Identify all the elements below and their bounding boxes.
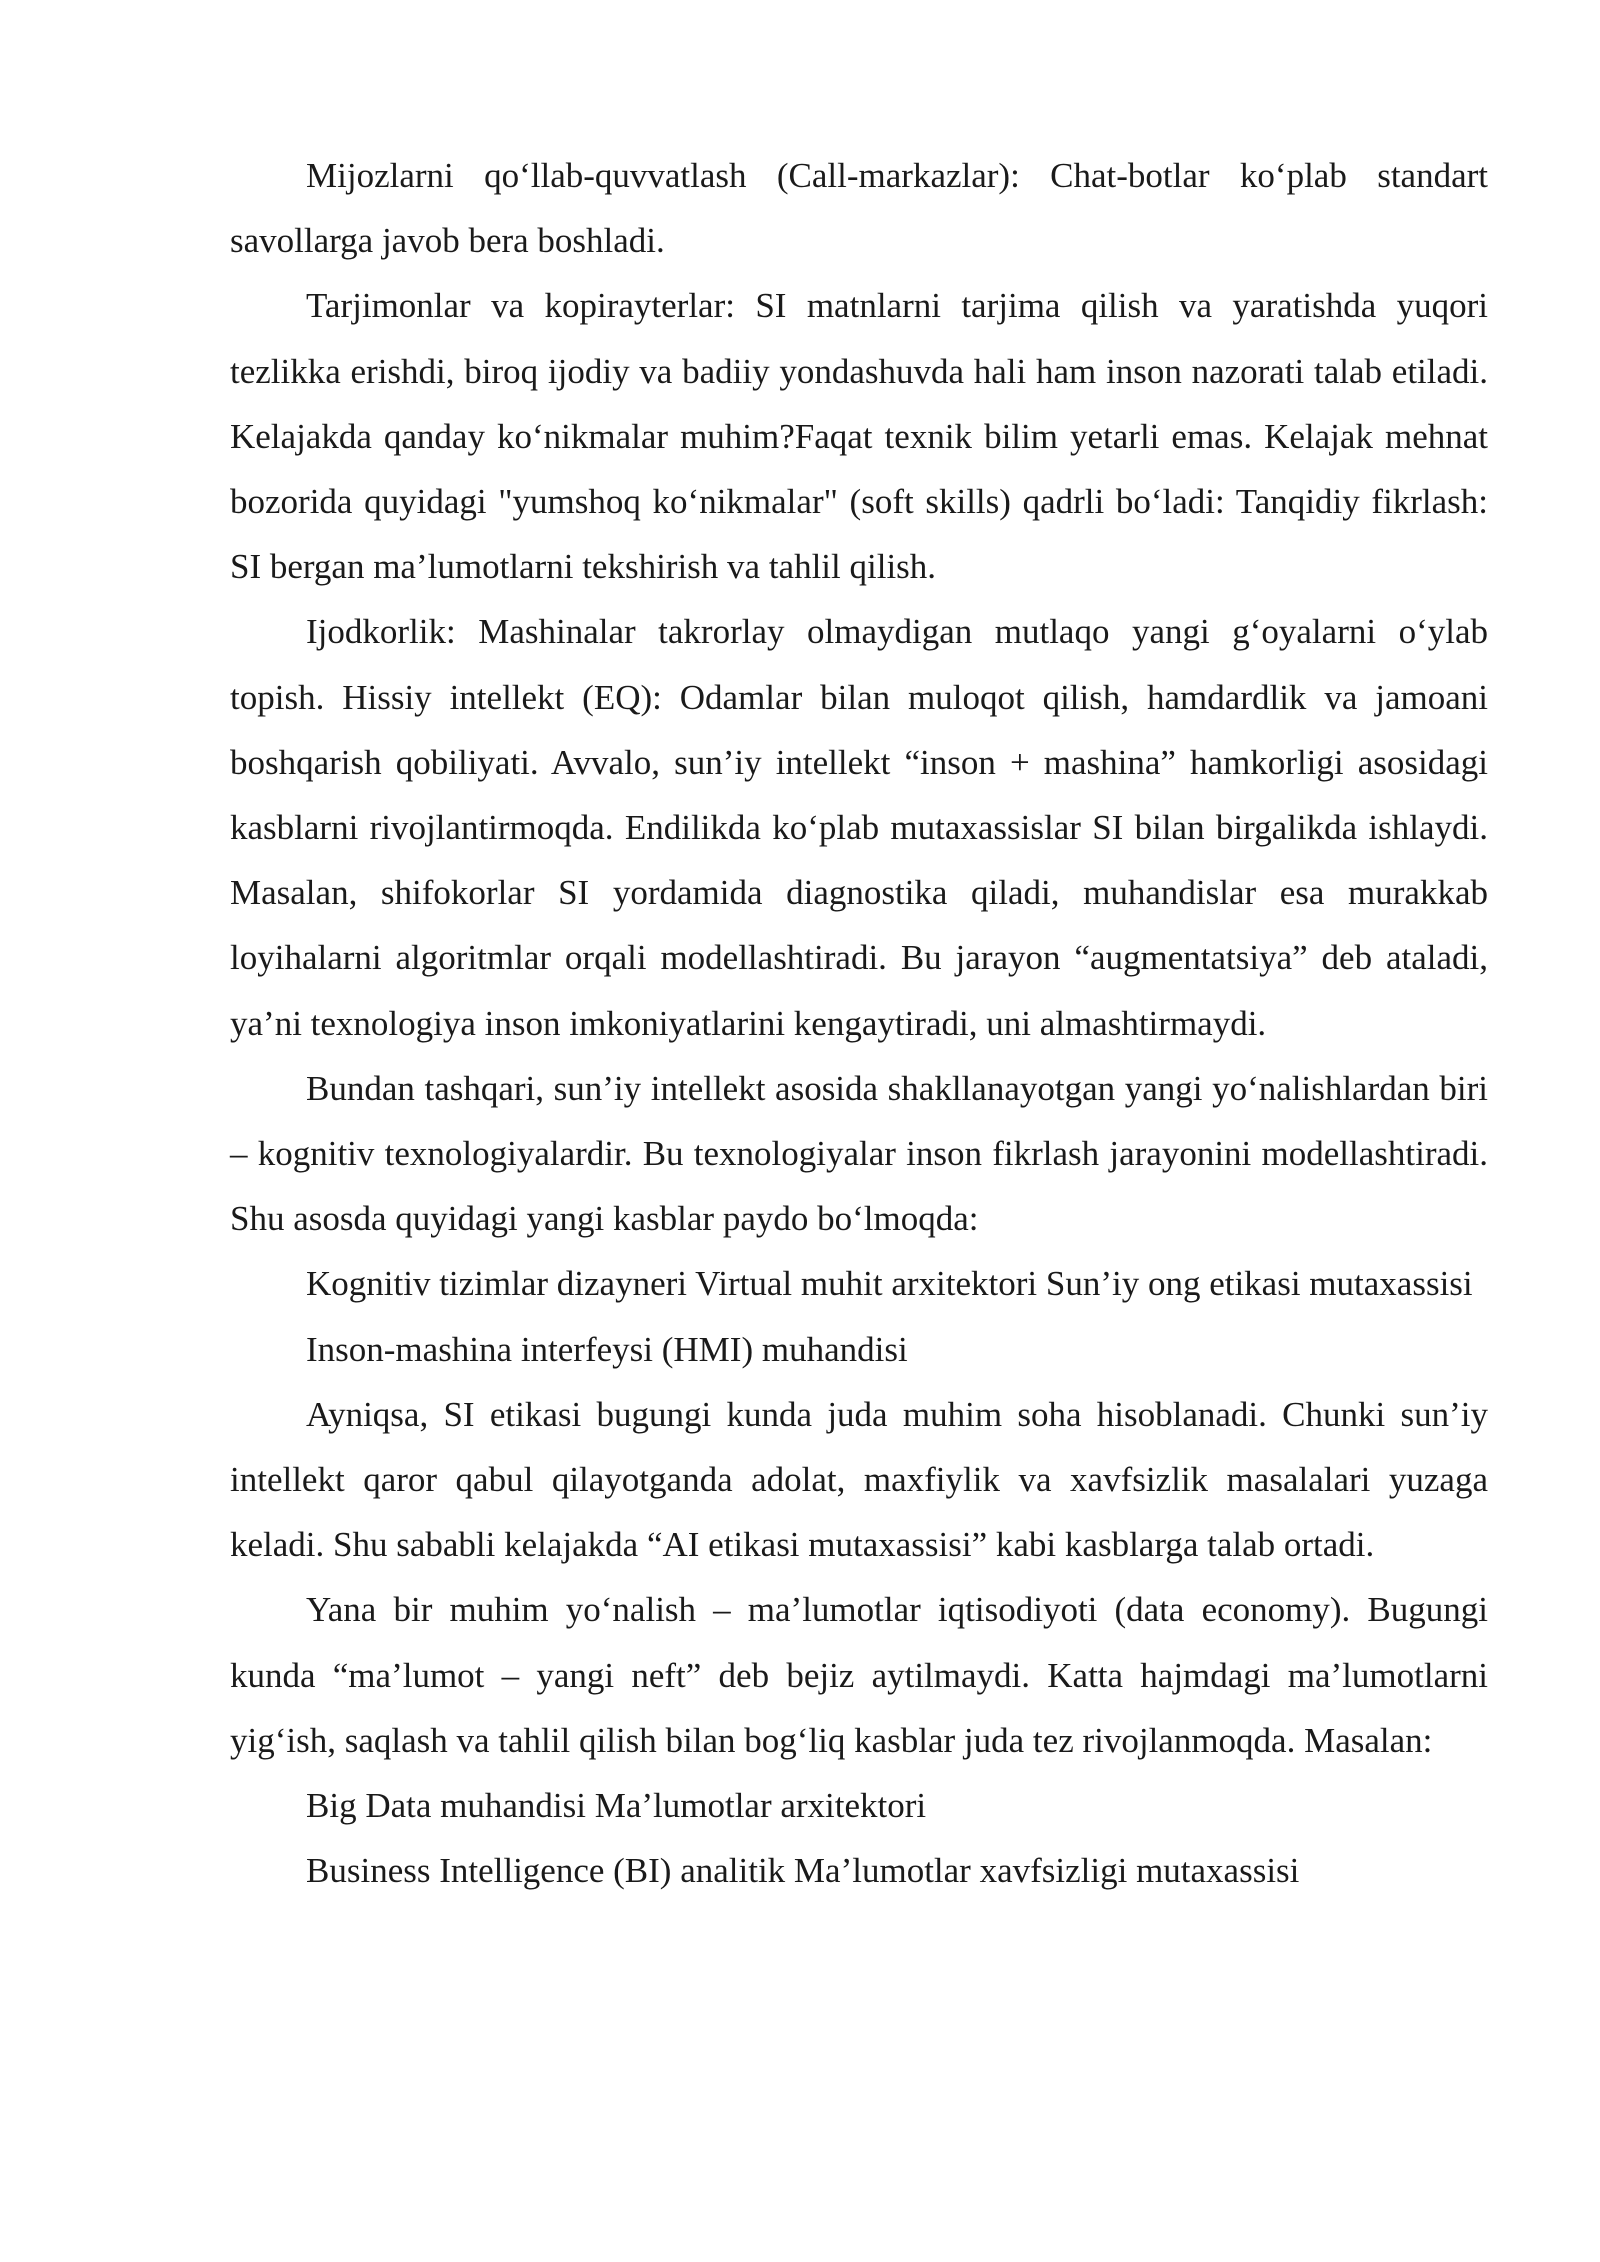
paragraph-big-data: Big Data muhandisi Ma’lumotlar arxitektori [306, 1786, 927, 1826]
document-body [230, 143, 1488, 1903]
paragraph-business-intelligence: Business Intelligence (BI) analitik Ma’lumotlar xavfsizligi mutaxassisi [306, 1851, 1300, 1891]
paragraph-data-economy: Yana bir muhim yo‘nalish – ma’lumotlar iqtisodiyoti (data economy). Bugungi kunda “ma’lumot – yangi neft” deb bejiz aytilmaydi. Katta hajmdagi ma’lumotlarni yig‘ish, saqlash va tahlil qilish bilan bog‘liq kasblar juda tez rivojlanmoqda. Masalan: [230, 1590, 1488, 1760]
paragraph-new-professions: Kognitiv tizimlar dizayneri Virtual muhit arxitektori Sun’iy ong etikasi mutaxassisi [306, 1264, 1473, 1304]
paragraph-ai-ethics: Ayniqsa, SI etikasi bugungi kunda juda muhim soha hisoblanadi. Chunki sun’iy intellekt qaror qabul qilayotganda adolat, maxfiylik va xavfsizlik masalalari yuzaga keladi. Shu sababli kelajakda “AI etikasi mutaxassisi” kabi kasblarga talab ortadi. [230, 1394, 1488, 1565]
paragraph-creativity: Ijodkorlik: Mashinalar takrorlay olmaydigan mutlaqo yangi g‘oyalarni o‘ylab topish. Hissiy intellekt (EQ): Odamlar bilan muloqot qilish, hamdardlik va jamoani boshqarish qobiliyati. Avvalo, sun’iy intellekt “inson + mashina” hamkorligi asosidagi kasblarni rivojlantirmoqda. Endilikda ko‘plab mutaxassislar SI bilan birgalikda ishlaydi. Masalan, shifokorlar SI yordamida diagnostika qiladi, muhandislar esa murakkab loyihalarni algoritmlar orqali modellashtiradi. Bu jarayon “augmentatsiya” deb ataladi, ya’ni texnologiya inson imkoniyatlarini kengaytiradi, uni almashtirmaydi. [230, 612, 1488, 1043]
paragraph-call-centers: Mijozlarni qo‘llab-quvvatlash (Call-markazlar): Chat-botlar ko‘plab standart savollarga javob bera boshladi. [230, 156, 1488, 261]
paragraph-cognitive-tech: Bundan tashqari, sun’iy intellekt asosida shakllanayotgan yangi yo‘nalishlardan biri – kognitiv texnologiyalardir. Bu texnologiyalar inson fikrlash jarayonini modellashtiradi. Shu asosda quyidagi yangi kasblar paydo bo‘lmoqda: [230, 1068, 1488, 1239]
paragraph-hmi-engineer: Inson-mashina interfeysi (HMI) muhandisi [306, 1329, 908, 1369]
paragraph-translators: Tarjimonlar va kopirayterlar: SI matnlarni tarjima qilish va yaratishda yuqori tezlikka erishdi, biroq ijodiy va badiiy yondashuvda hali ham inson nazorati talab etiladi. Kelajakda qanday ko‘nikmalar muhim?Faqat texnik bilim yetarli emas. Kelajak mehnat bozorida quyidagi "yumshoq ko‘nikmalar" (soft skills) qadrli bo‘ladi: Tanqidiy fikrlash: SI bergan ma’lumotlarni tekshirish va tahlil qilish. [230, 286, 1488, 587]
